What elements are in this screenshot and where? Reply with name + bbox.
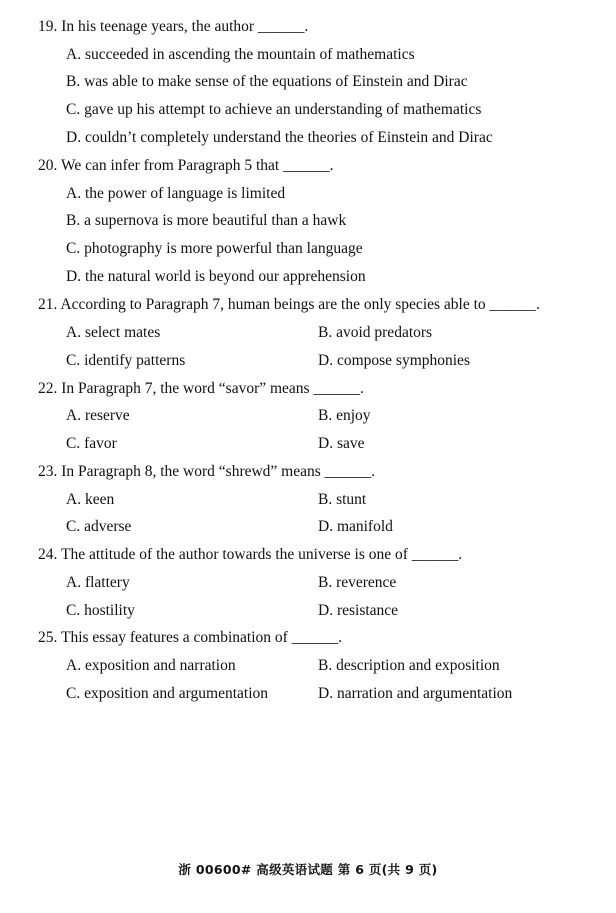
question-21-option-b: B. avoid predators bbox=[318, 324, 433, 341]
question-22-option-d: D. save bbox=[318, 435, 365, 452]
question-24-option-b: B. reverence bbox=[318, 574, 397, 591]
question-21-stem: 21. According to Paragraph 7, human beings are the only species able to ______. bbox=[38, 296, 540, 313]
question-21-option-d: D. compose symphonies bbox=[318, 352, 470, 369]
question-19-option-a: A. succeeded in ascending the mountain of mathematics bbox=[66, 46, 415, 63]
question-25-option-d: D. narration and argumentation bbox=[318, 685, 513, 702]
question-21-option-c: C. identify patterns bbox=[66, 352, 186, 369]
question-20-option-a: A. the power of language is limited bbox=[66, 185, 286, 202]
question-20-option-b: B. a supernova is more beautiful than a hawk bbox=[66, 212, 347, 229]
question-25-stem: 25. This essay features a combination of ______. bbox=[38, 629, 343, 646]
question-20-option-c: C. photography is more powerful than language bbox=[66, 240, 363, 257]
question-19-option-b: B. was able to make sense of the equations of Einstein and Dirac bbox=[66, 73, 468, 90]
question-25-option-c: C. exposition and argumentation bbox=[66, 685, 269, 702]
question-23-option-a: A. keen bbox=[66, 491, 115, 508]
question-20-stem: 20. We can infer from Paragraph 5 that ______. bbox=[38, 157, 334, 174]
question-19-option-c: C. gave up his attempt to achieve an understanding of mathematics bbox=[66, 101, 482, 118]
question-25-option-a: A. exposition and narration bbox=[66, 657, 236, 674]
question-25-option-b: B. description and exposition bbox=[318, 657, 500, 674]
question-23-option-d: D. manifold bbox=[318, 518, 393, 535]
question-19-option-d: D. couldn’t completely understand the theories of Einstein and Dirac bbox=[66, 129, 493, 146]
question-24-stem: 24. The attitude of the author towards the universe is one of ______. bbox=[38, 546, 463, 563]
question-24-option-a: A. flattery bbox=[66, 574, 130, 591]
page-footer: 浙 00600# 高级英语试题 第 6 页(共 9 页) bbox=[178, 862, 438, 877]
question-24-option-c: C. hostility bbox=[66, 602, 135, 619]
question-23-stem: 23. In Paragraph 8, the word “shrewd” means ______. bbox=[38, 463, 376, 480]
question-22-stem: 22. In Paragraph 7, the word “savor” means ______. bbox=[38, 380, 364, 397]
question-19-stem: 19. In his teenage years, the author ______. bbox=[38, 18, 309, 35]
question-24-option-d: D. resistance bbox=[318, 602, 399, 619]
question-22-option-b: B. enjoy bbox=[318, 407, 371, 424]
question-20-option-d: D. the natural world is beyond our apprehension bbox=[66, 268, 366, 285]
question-23-option-c: C. adverse bbox=[66, 518, 132, 535]
question-21-option-a: A. select mates bbox=[66, 324, 161, 341]
question-22-option-a: A. reserve bbox=[66, 407, 130, 424]
question-23-option-b: B. stunt bbox=[318, 491, 367, 508]
question-22-option-c: C. favor bbox=[66, 435, 117, 452]
